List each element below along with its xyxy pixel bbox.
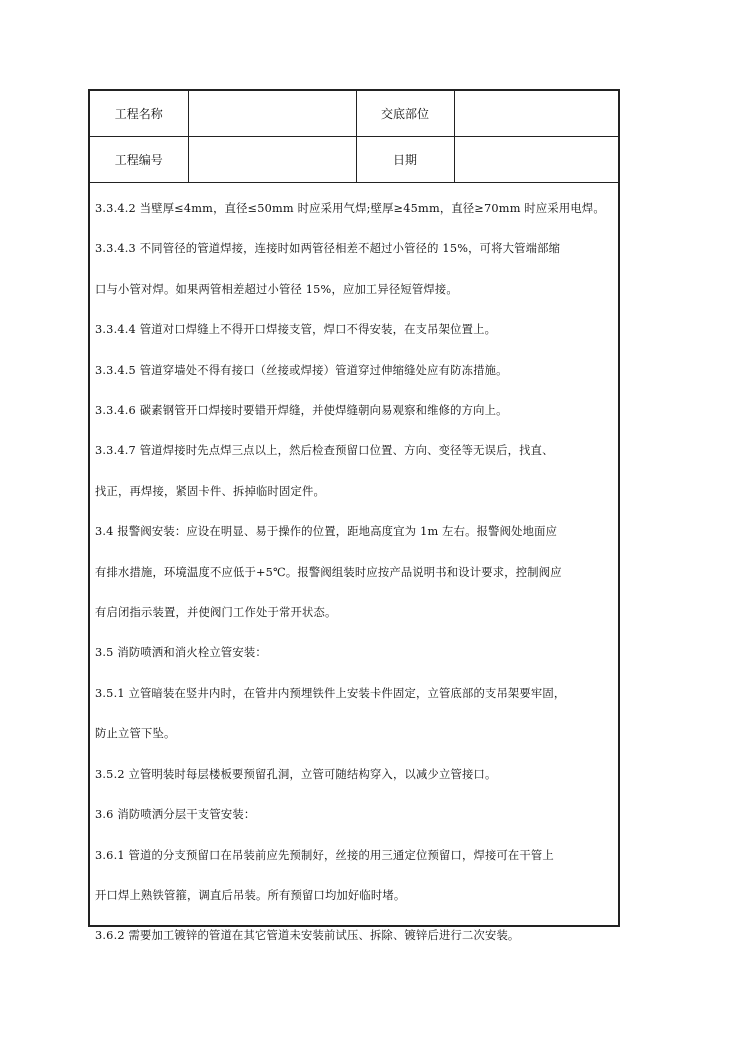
text-line: 3.3.4.6 碳素钢管开口焊接时要错开焊缝，并使焊缝朝向易观察和维修的方向上。: [95, 404, 508, 418]
date-label: 日期: [356, 137, 454, 183]
project-number-value[interactable]: [188, 137, 356, 183]
text-line: 3.3.4.4 管道对口焊缝上不得开口焊接支管，焊口不得安装，在支吊架位置上。: [95, 323, 497, 337]
text-line: 3.3.4.7 管道焊接时先点焊三点以上，然后检查预留口位置、方向、变径等无误后，找直、: [95, 444, 554, 458]
content-body: [90, 183, 618, 957]
text-line: 开口焊上熟铁管箍，调直后吊装。所有预留口均加好临时堵。: [95, 888, 406, 902]
text-line: 有排水措施，环境温度不应低于+5℃。报警阀组装时应按产品说明书和设计要求，控制阀应: [95, 565, 562, 579]
text-line: 3.3.4.2 当壁厚≤4mm，直径≤50mm 时应采用气焊;壁厚≥45mm，直径≥70mm 时应采用电焊。: [95, 202, 605, 215]
text-line: 找正，再焊接，紧固卡件、拆掉临时固定件。: [95, 484, 325, 498]
text-line: 3.3.4.5 管道穿墙处不得有接口（丝接或焊接）管道穿过伸缩缝处应有防冻措施。: [95, 363, 508, 377]
project-number-label: 工程编号: [90, 137, 188, 183]
handover-location-value[interactable]: [454, 91, 618, 137]
project-name-value[interactable]: [188, 91, 356, 137]
text-line: 3.5 消防喷洒和消火栓立管安装：: [95, 646, 267, 660]
text-line: 口与小管对焊。如果两管相差超过小管径 15%，应加工异径短管焊接。: [95, 282, 458, 296]
date-value[interactable]: [454, 137, 618, 183]
project-name-label: 工程名称: [90, 91, 188, 137]
text-line: 3.6.1 管道的分支预留口在吊装前应先预制好，丝接的用三通定位预留口，焊接可在干管上: [95, 848, 554, 862]
text-line: 3.6.2 需要加工镀锌的管道在其它管道未安装前试压、拆除、镀锌后进行二次安装。: [95, 929, 520, 943]
text-line: 3.4 报警阀安装：应设在明显、易于操作的位置，距地高度宜为 1m 左右。报警阀处地面应: [95, 525, 558, 539]
text-line: 3.6 消防喷洒分层干支管安装：: [95, 808, 256, 822]
text-line: 3.5.1 立管暗装在竖井内时，在管井内预埋铁件上安装卡件固定，立管底部的支吊架要牢固，: [95, 686, 566, 700]
text-line: 防止立管下坠。: [95, 727, 176, 741]
header-row-2: [90, 137, 618, 183]
text-line: 有启闭指示装置，并使阀门工作处于常开状态。: [95, 606, 337, 620]
text-line: 3.5.2 立管明装时每层楼板要预留孔洞，立管可随结构穿入，以减少立管接口。: [95, 767, 497, 781]
handover-location-label: 交底部位: [356, 91, 454, 137]
text-line: 3.3.4.3 不同管径的管道焊接，连接时如两管径相差不超过小管径的 15%，可将大管端部缩: [95, 242, 561, 256]
header-row-1: [90, 91, 618, 137]
handover-form: [88, 89, 620, 943]
header-table: [90, 91, 618, 183]
